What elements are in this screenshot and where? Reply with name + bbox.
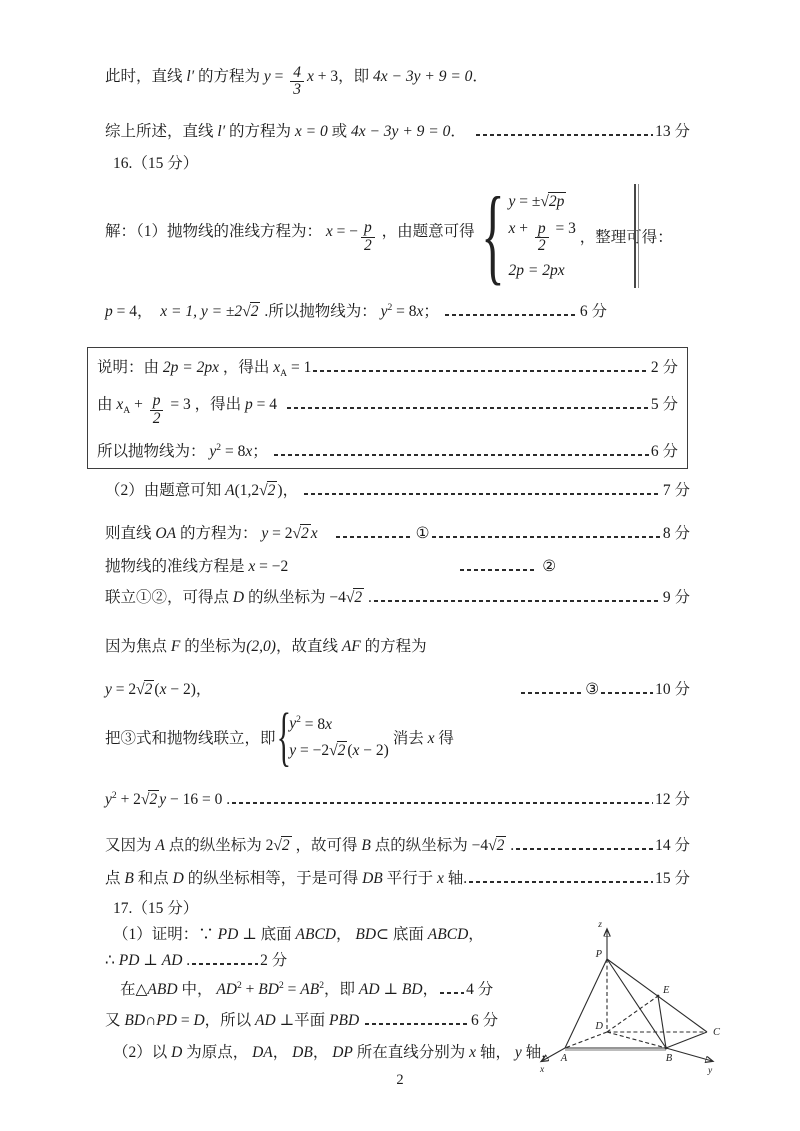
text-run: y bbox=[261, 525, 269, 542]
q16-part2-ycoord-b bbox=[105, 833, 690, 855]
system-suffix-text bbox=[389, 726, 454, 748]
text-run: = 8 bbox=[392, 303, 417, 320]
text-run: F bbox=[170, 638, 181, 655]
text-run: 8 分 bbox=[662, 525, 690, 542]
text-run: = 3 bbox=[551, 219, 576, 237]
text-run: 或 bbox=[327, 123, 351, 140]
text-run: y bbox=[289, 741, 297, 759]
text-run: （2）以 bbox=[113, 1044, 172, 1061]
text-run: ． bbox=[472, 68, 488, 85]
text-run: OA bbox=[155, 525, 177, 542]
q15-conclusion-line bbox=[105, 119, 690, 141]
text-run: = −2 bbox=[296, 741, 330, 759]
text-run: PD bbox=[118, 952, 140, 969]
figure-label-d: D bbox=[595, 1021, 603, 1032]
edge-eb bbox=[658, 996, 666, 1048]
text-run: 10 分 bbox=[655, 681, 690, 698]
text-run: = 8 bbox=[221, 443, 246, 460]
text-run: 在△ bbox=[120, 981, 148, 998]
text-run: y bbox=[159, 791, 167, 808]
dashed-leader bbox=[445, 314, 578, 316]
text-run: 平行于 bbox=[382, 870, 438, 887]
text-run: x bbox=[508, 219, 516, 237]
square-root: √ 2 bbox=[259, 482, 276, 499]
text-run: = 1 bbox=[287, 359, 312, 376]
square-root: √ 2 bbox=[140, 791, 158, 808]
square-root: √ 2 bbox=[273, 837, 290, 854]
text-run: 综上所述，直线 bbox=[105, 123, 218, 140]
square-root: √ 2p bbox=[540, 192, 565, 210]
q17-heading bbox=[113, 896, 198, 918]
text-run: = bbox=[176, 1012, 194, 1029]
q16-part2-line-af bbox=[105, 677, 690, 699]
text-run: (1,2 bbox=[234, 482, 260, 499]
text-run: 的纵坐标为 −4 bbox=[244, 589, 346, 606]
superscript-term: $BD^2$ bbox=[258, 979, 284, 998]
text-run: ABCD bbox=[295, 926, 336, 943]
text-run: A bbox=[155, 837, 165, 854]
note-row-1 bbox=[97, 355, 678, 379]
text-run: 因为焦点 bbox=[105, 638, 171, 655]
text-run: 2 分 bbox=[260, 952, 288, 969]
q17-proof-line-2 bbox=[105, 948, 287, 970]
dashed-leader bbox=[304, 493, 661, 495]
text-run: ① bbox=[415, 525, 430, 542]
text-run: x bbox=[437, 870, 444, 887]
text-run bbox=[359, 1012, 363, 1030]
text-run: y bbox=[508, 192, 516, 210]
dashed-leader bbox=[365, 1023, 469, 1025]
text-run: 此时，直线 bbox=[105, 68, 187, 85]
subscript-term: $x_A$ bbox=[273, 359, 288, 380]
text-run: + bbox=[130, 396, 147, 414]
equation-system: { y = ± √ 2p x + $\frac{p}{2}$ = 3 2p = 2px bbox=[480, 176, 576, 295]
text-run: D bbox=[171, 1044, 183, 1061]
text-run: ∴ bbox=[105, 952, 119, 969]
text-run: = −2 bbox=[255, 558, 289, 575]
text-run: 6 分 bbox=[579, 303, 607, 320]
text-run: = 4， bbox=[112, 303, 161, 320]
text-run: x bbox=[352, 741, 360, 759]
text-run: = 8 bbox=[300, 715, 326, 733]
text-run: y bbox=[263, 68, 271, 85]
text-run: 4 分 bbox=[466, 981, 494, 998]
system-suffix-text bbox=[576, 225, 673, 247]
text-run: ， bbox=[335, 926, 356, 943]
text-run: x bbox=[310, 525, 318, 542]
text-run: 轴， bbox=[521, 1044, 557, 1061]
text-run: 7 分 bbox=[662, 482, 690, 499]
text-run: BD bbox=[401, 981, 423, 998]
dashed-leader bbox=[460, 569, 536, 571]
text-run: x bbox=[325, 715, 333, 733]
text-run: ，故直线 bbox=[275, 638, 342, 655]
text-run: + bbox=[241, 981, 259, 998]
text-run: ； bbox=[252, 443, 272, 460]
q17-plane-line bbox=[105, 1008, 498, 1030]
text-run: = − bbox=[332, 223, 359, 241]
text-run: 12 分 bbox=[655, 791, 690, 808]
dashed-leader bbox=[476, 134, 653, 136]
square-root: √ 2 bbox=[488, 837, 505, 854]
figure-label-a: A bbox=[560, 1053, 568, 1064]
gap bbox=[318, 537, 334, 538]
pyramid-3d-figure bbox=[532, 916, 737, 1078]
q16-directrix-system bbox=[105, 176, 673, 295]
text-run: ， bbox=[272, 1044, 293, 1061]
text-run: y bbox=[105, 681, 112, 698]
text-run: ③ bbox=[585, 681, 600, 698]
text-run: D bbox=[172, 870, 184, 887]
dashed-leader bbox=[274, 454, 649, 456]
text-run: 2p = 2px bbox=[508, 262, 565, 280]
text-run: x = 0 bbox=[294, 123, 328, 140]
text-run: 所以抛物线为： bbox=[97, 443, 210, 460]
subscript-term: $x_A$ bbox=[116, 396, 131, 417]
text-run: DA bbox=[252, 1044, 273, 1061]
text-run: 由 bbox=[97, 396, 117, 414]
text-run: 则直线 bbox=[105, 525, 156, 542]
text-run: ∩ bbox=[145, 1012, 157, 1029]
text-run: （2）由题意可知 bbox=[105, 482, 226, 499]
note-row-2 bbox=[97, 392, 678, 426]
system-row-2 bbox=[289, 741, 389, 760]
dashed-leader bbox=[516, 848, 653, 850]
edge-de-hidden bbox=[607, 996, 658, 1032]
text-run: AD bbox=[255, 1012, 276, 1029]
vertical-rule-fragment bbox=[634, 184, 639, 288]
text-run: ，整理可得： bbox=[575, 229, 673, 246]
y-axis bbox=[666, 1048, 712, 1061]
equation-system: { $y^2$ = 8 x y = −2 √ 2 ( x − 2) bbox=[276, 700, 389, 773]
text-run: . bbox=[182, 952, 191, 969]
text-run: 说明：由 bbox=[97, 359, 163, 376]
dashed-leader bbox=[469, 881, 653, 883]
text-run: 17.（15 分） bbox=[113, 900, 199, 917]
text-run: ，故可得 bbox=[291, 837, 362, 854]
q16-part2-parallel bbox=[105, 866, 690, 888]
q16-substitution-system bbox=[105, 700, 454, 773]
text-run: = ± bbox=[515, 192, 541, 210]
text-run: l′ bbox=[217, 123, 226, 140]
gap bbox=[288, 570, 458, 571]
superscript-term: $AD^2$ bbox=[216, 979, 242, 998]
superscript-term: $y^2$ bbox=[289, 714, 301, 733]
text-run: x bbox=[159, 681, 167, 698]
text-run: BD bbox=[355, 926, 377, 943]
text-run: p bbox=[244, 396, 253, 414]
text-run: BD bbox=[124, 1012, 146, 1029]
text-run: 的方程为： bbox=[176, 525, 262, 542]
q17-part2-line bbox=[113, 1040, 557, 1062]
square-root: √ 2 bbox=[292, 525, 309, 542]
q16-part2-focus bbox=[105, 634, 427, 656]
dashed-leader bbox=[287, 407, 649, 409]
text-run: 的方程为 bbox=[194, 68, 264, 85]
system-row-2 bbox=[509, 220, 576, 254]
note-row-3 bbox=[97, 439, 678, 461]
figure-label-z-axis: z bbox=[598, 920, 602, 930]
q16-part2-known bbox=[105, 478, 690, 500]
text-run: B bbox=[124, 870, 134, 887]
text-run: 中， bbox=[177, 981, 217, 998]
text-run: (2,0) bbox=[246, 638, 276, 655]
text-run: 为原点， bbox=[182, 1044, 253, 1061]
text-run: 抛物线的准线方程是 bbox=[105, 558, 249, 575]
text-run: x bbox=[245, 443, 253, 460]
text-run: 把③式和抛物线联立，即 bbox=[105, 730, 276, 747]
text-run: PBD bbox=[329, 1012, 360, 1029]
text-run: D bbox=[193, 1012, 205, 1029]
text-run: = bbox=[270, 68, 288, 85]
text-run: ⊥ bbox=[379, 981, 402, 998]
system-row-1 bbox=[509, 192, 576, 211]
text-run: 2p = 2px bbox=[162, 359, 219, 376]
text-run: （1）证明：∵ bbox=[113, 926, 218, 943]
page-number: 2 bbox=[396, 1072, 404, 1088]
dashed-leader bbox=[313, 370, 649, 372]
text-run: ( bbox=[347, 741, 353, 759]
figure-label-c: C bbox=[713, 1027, 721, 1038]
system-prefix-text bbox=[105, 219, 475, 253]
text-run: = 3 ，得出 bbox=[166, 396, 245, 414]
text-run: .所以抛物线为： bbox=[260, 303, 381, 320]
dashed-leader bbox=[232, 802, 653, 804]
q16-heading bbox=[113, 151, 198, 173]
text-run: x bbox=[325, 223, 333, 241]
text-run: DP bbox=[332, 1044, 353, 1061]
text-run: PD bbox=[156, 1012, 177, 1029]
text-run: x bbox=[307, 68, 314, 85]
figure-label-b: B bbox=[665, 1053, 673, 1064]
text-run: = 4 bbox=[252, 396, 285, 414]
text-run: 又 bbox=[105, 1012, 125, 1029]
text-run: 点 bbox=[105, 870, 125, 887]
text-run: 消去 bbox=[388, 730, 428, 747]
text-run: + 2 bbox=[116, 791, 141, 808]
text-run: 5 分 bbox=[650, 396, 678, 414]
text-run: 16.（15 分） bbox=[113, 155, 199, 172]
dashed-leader bbox=[374, 600, 661, 602]
dashed-leader bbox=[192, 963, 258, 965]
text-run: 13 分 bbox=[655, 123, 690, 140]
point-b-dot bbox=[665, 1047, 668, 1050]
text-run: = bbox=[283, 981, 301, 998]
figure-label-y-axis: y bbox=[708, 1066, 713, 1076]
q16-part2-line-oa bbox=[105, 521, 690, 543]
q15-case-line bbox=[105, 64, 488, 98]
text-run: 15 分 bbox=[655, 870, 690, 887]
text-run: AD bbox=[161, 952, 183, 969]
q16-part2-directrix bbox=[105, 554, 556, 576]
text-run: ； bbox=[423, 303, 443, 320]
text-run: . bbox=[364, 589, 372, 606]
q16-grading-note-box bbox=[87, 347, 688, 469]
text-run: ，即 bbox=[324, 981, 359, 998]
text-run: = 2 bbox=[268, 525, 293, 542]
text-run: 14 分 bbox=[655, 837, 690, 854]
dashed-leader bbox=[601, 692, 653, 694]
text-run: 的方程为 bbox=[360, 638, 427, 655]
point-e-dot bbox=[657, 995, 660, 998]
text-run: DB bbox=[292, 1044, 313, 1061]
text-run: 6 分 bbox=[471, 1012, 499, 1029]
text-run: ，得出 bbox=[218, 359, 274, 376]
text-run: ⊥平面 bbox=[275, 1012, 330, 1029]
text-run: ． bbox=[450, 123, 474, 140]
text-run: p bbox=[105, 303, 113, 320]
square-root: √ 2 bbox=[345, 589, 363, 606]
text-run: + bbox=[515, 219, 532, 237]
dashed-leader bbox=[336, 536, 410, 538]
dashed-leader bbox=[432, 536, 661, 538]
superscript-term: $y^2$ bbox=[209, 441, 222, 460]
text-run: D bbox=[232, 589, 245, 606]
text-run: x = 1, y = ±2 bbox=[160, 303, 243, 320]
fraction: $\frac{4}{3}$ bbox=[290, 65, 304, 99]
figure-label-x-axis: x bbox=[540, 1065, 545, 1075]
text-run: PD bbox=[217, 926, 239, 943]
text-run: 点的纵坐标为 2 bbox=[164, 837, 274, 854]
text-run: − 2) bbox=[359, 741, 389, 759]
text-run: ⊥ 底面 bbox=[238, 926, 296, 943]
dashed-leader bbox=[521, 692, 583, 694]
text-run: A bbox=[225, 482, 235, 499]
dashed-leader bbox=[440, 992, 464, 994]
text-run: 点的纵坐标为 −4 bbox=[370, 837, 489, 854]
text-run: ABCD bbox=[427, 926, 469, 943]
text-run: ， bbox=[468, 926, 484, 943]
text-run: 轴， bbox=[476, 1044, 515, 1061]
text-run: y bbox=[514, 1044, 522, 1061]
q17-proof-line-1 bbox=[113, 922, 484, 944]
text-run: ， bbox=[312, 1044, 333, 1061]
text-run: 解：（1）抛物线的准线方程为： bbox=[105, 223, 326, 241]
text-run: )， bbox=[277, 482, 302, 499]
text-run: 得 bbox=[434, 730, 454, 747]
text-run: x bbox=[248, 558, 256, 575]
text-run: x bbox=[469, 1044, 477, 1061]
text-run: ( bbox=[154, 681, 160, 698]
text-run: 和点 bbox=[133, 870, 173, 887]
text-run: 4x − 3y + 9 = 0 bbox=[373, 68, 473, 85]
text-run: = 2 bbox=[111, 681, 137, 698]
square-root: √ 2 bbox=[329, 741, 346, 759]
text-run: 2 分 bbox=[650, 359, 678, 376]
text-run: − 16 = 0 . bbox=[166, 791, 231, 808]
system-prefix-text bbox=[105, 726, 276, 748]
q16-part2-point-d bbox=[105, 585, 690, 607]
text-run: 6 分 bbox=[650, 443, 678, 460]
text-run: 4x − 3y + 9 = 0 bbox=[350, 123, 451, 140]
text-run: ⊥ bbox=[139, 952, 162, 969]
system-rows bbox=[509, 192, 576, 281]
text-run: 的坐标为 bbox=[180, 638, 247, 655]
square-root: √ 2 bbox=[242, 303, 259, 320]
q16-part2-quadratic bbox=[105, 787, 690, 809]
text-run: 所在直线分别为 bbox=[352, 1044, 470, 1061]
text-run: ABD bbox=[147, 981, 178, 998]
text-run: 轴. bbox=[443, 870, 468, 887]
text-run: x bbox=[427, 730, 435, 747]
text-run: 联立①②，可得点 bbox=[105, 589, 233, 606]
text-run: l′ bbox=[186, 68, 195, 85]
q16-parabola-result bbox=[105, 299, 607, 321]
text-run: ，由题意可得 bbox=[377, 223, 475, 241]
figure-label-p: P bbox=[595, 949, 602, 960]
fraction: $\frac{p}{2}$ bbox=[361, 220, 375, 254]
text-run: ， bbox=[422, 981, 439, 998]
superscript-term: $y^2$ bbox=[380, 301, 393, 320]
text-run: 的纵坐标相等，于是可得 bbox=[183, 870, 363, 887]
system-rows bbox=[289, 714, 389, 759]
superscript-term: $AB^2$ bbox=[300, 979, 324, 998]
text-run: . bbox=[506, 837, 515, 854]
square-root: √ 2 bbox=[136, 681, 153, 698]
text-run: − 2)， bbox=[166, 681, 212, 698]
text-run: DB bbox=[362, 870, 383, 887]
edge-bc bbox=[666, 1032, 707, 1048]
text-run: B bbox=[361, 837, 371, 854]
q17-triangle-line bbox=[120, 977, 493, 999]
figure-label-e: E bbox=[663, 985, 670, 996]
text-run: ，所以 bbox=[204, 1012, 256, 1029]
system-row-1 bbox=[289, 714, 389, 733]
superscript-term: $y^2$ bbox=[105, 789, 117, 808]
text-run: ② bbox=[542, 558, 557, 575]
text-run: AD bbox=[358, 981, 380, 998]
text-run: x bbox=[416, 303, 424, 320]
text-run: 又因为 bbox=[105, 837, 156, 854]
fraction: $\frac{p}{2}$ bbox=[150, 393, 164, 427]
text-run: + 3，即 bbox=[313, 68, 374, 85]
fraction: $\frac{p}{2}$ bbox=[535, 221, 549, 255]
text-run: 9 分 bbox=[662, 589, 690, 606]
text-run: AF bbox=[341, 638, 361, 655]
text-run: 的方程为 bbox=[225, 123, 295, 140]
text-run: ⊂ 底面 bbox=[376, 926, 428, 943]
system-row-3 bbox=[509, 262, 576, 280]
